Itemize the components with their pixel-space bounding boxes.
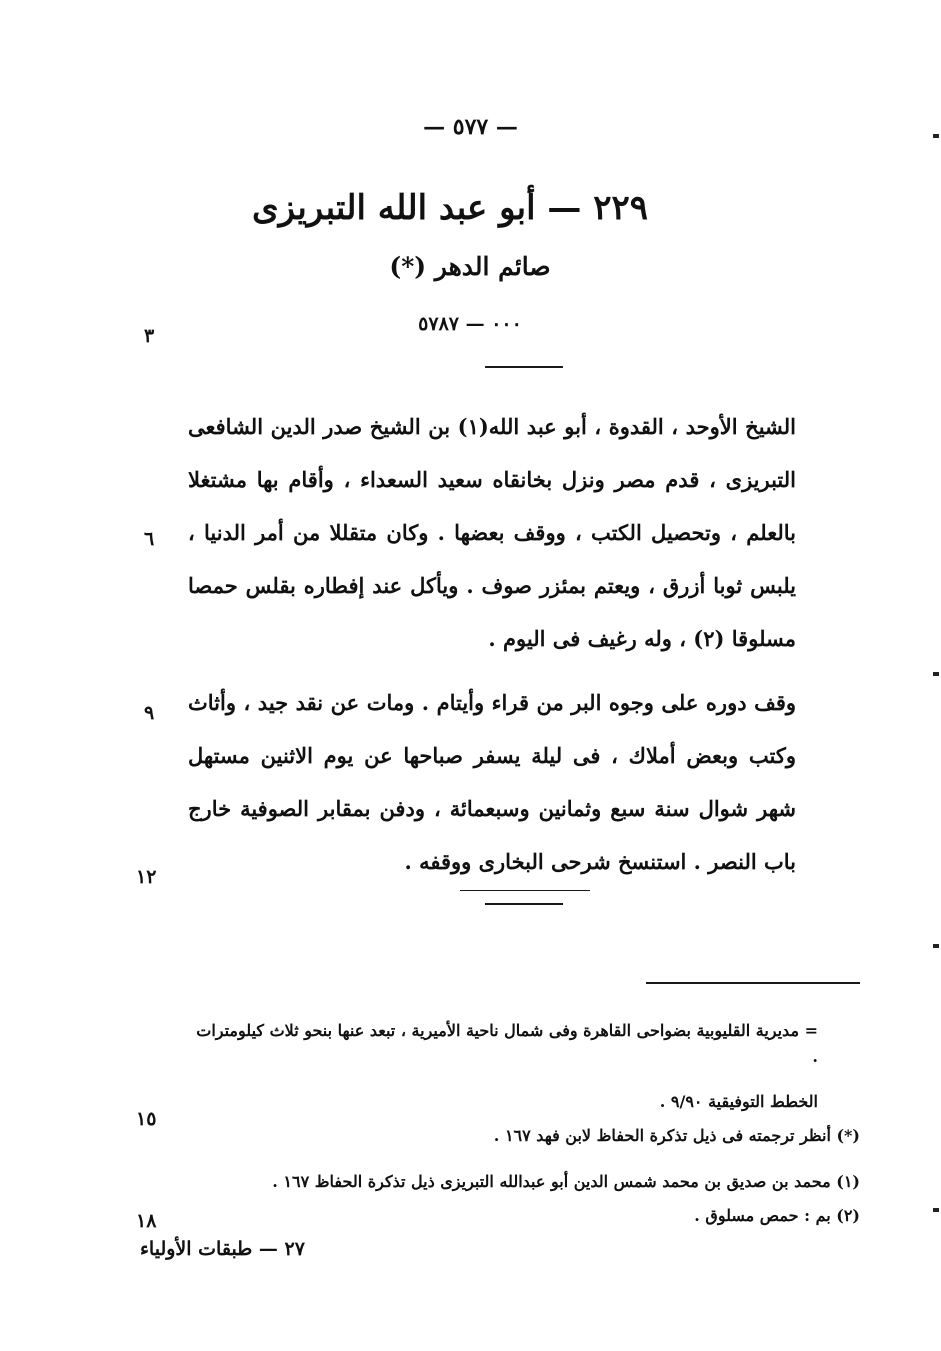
section-end-divider-bottom <box>485 903 563 905</box>
footnote-separator <box>646 982 860 984</box>
scan-edge-mark <box>933 134 939 138</box>
entry-dates: ٠٠٠ — ٥٧٨٧ <box>418 313 522 335</box>
margin-line-number: ١٨ <box>136 1210 157 1232</box>
footnote-2: (٢) بم : حمص مسلوق . <box>694 1206 860 1225</box>
margin-line-number: ١٢ <box>136 866 157 888</box>
footnote-star: (*) أنظر ترجمته فى ذيل تذكرة الحفاظ لابن فهد ١٦٧ . <box>493 1126 860 1145</box>
body-paragraph-2: وقف دوره على وجوه البر من قراء وأيتام . ومات عن نقد جيد ، وأثاث وكتب وبعض أملاك ، فى ليلة يسفر صباحها عن يوم الاثنين مستهل شهر شوال سنة سبع وثمانين وسبعمائة ، ودفن بمقابر الصوفية خارج باب النصر . استنسخ شرحى البخارى ووقفه . <box>188 690 796 874</box>
footnote-continuation: = مديرية القليوبية بضواحى القاهرة وفى شمال ناحية الأميرية ، تبعد عنها بنحو ثلاث كيلومترات . <box>196 1021 818 1066</box>
scan-edge-mark <box>933 944 939 948</box>
page-footer: ٢٧ — طبقات الأولياء <box>140 1238 305 1260</box>
margin-line-number: ١٥ <box>136 1108 157 1130</box>
scan-edge-mark <box>933 1208 939 1212</box>
body-paragraph-1: الشيخ الأوحد ، القدوة ، أبو عبد الله(١) بن الشيخ صدر الدين الشافعى التبريزى ، قدم مصر ونزل بخانقاه سعيد السعداء ، وأقام بها مشتغلا بالعلم ، وتحصيل الكتب ، ووقف بعضها . وكان متقللا من أمر الدنيا ، يلبس ثوبا أزرق ، ويعتم بمئزر صوف . ويأكل عند إفطاره بقلس حمصا مسلوقا (٢) ، وله رغيف فى اليوم . <box>188 414 796 651</box>
margin-line-number: ٩ <box>144 702 155 724</box>
footnote-source: الخطط التوفيقية ٩/٩٠ . <box>659 1092 818 1111</box>
header-divider <box>485 366 563 368</box>
footnote-1: (١) محمد بن صديق بن محمد شمس الدين أبو عبدالله التبريزى ذيل تذكرة الحفاظ ١٦٧ . <box>272 1172 860 1191</box>
section-end-divider-top <box>460 890 590 891</box>
page-number: — ٥٧٧ — <box>423 114 518 140</box>
margin-line-number: ٦ <box>144 528 155 550</box>
entry-subtitle: صائم الدهر (*) <box>389 252 551 281</box>
entry-title: ٢٢٩ — أبو عبد الله التبريزى <box>251 188 649 228</box>
margin-line-number: ٣ <box>144 325 155 347</box>
scan-edge-mark <box>933 672 939 676</box>
